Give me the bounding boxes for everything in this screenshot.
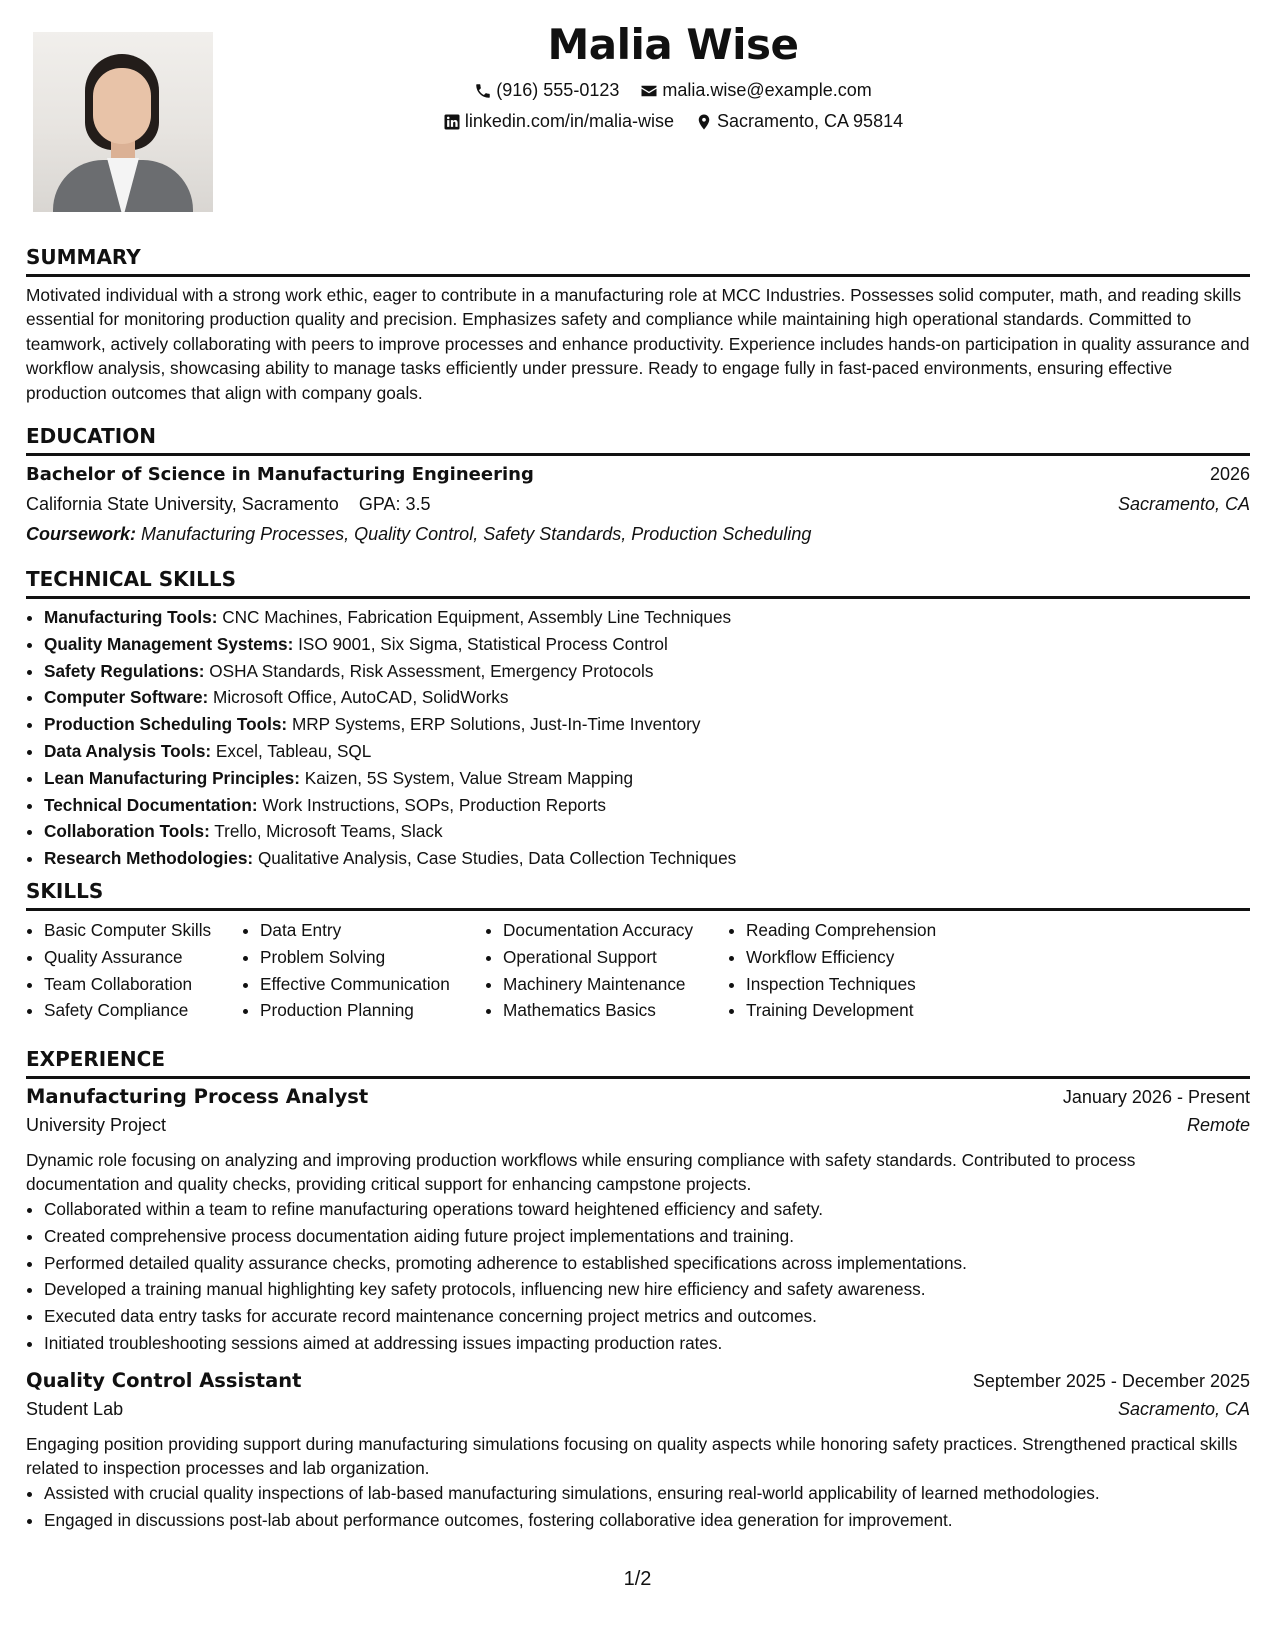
coursework-list: Manufacturing Processes, Quality Control, Safety Standards, Production Scheduling xyxy=(141,524,812,544)
skill-item: • Team Collaboration xyxy=(44,971,242,998)
technical-skill-item xyxy=(44,711,1250,738)
job-bullet: • Collaborated within a team to refine manufacturing operations toward heightened efficiency and safety. xyxy=(44,1196,1250,1223)
technical-skill-label: Technical Documentation: xyxy=(44,794,258,815)
coursework-label: Coursework: xyxy=(26,524,137,544)
technical-skill-label: Safety Regulations: xyxy=(44,660,205,681)
technical-skill-item xyxy=(44,738,1250,765)
technical-skill-item xyxy=(44,765,1250,792)
coursework xyxy=(26,524,1250,554)
job-entry xyxy=(26,1369,1250,1534)
contact-line-2 xyxy=(226,111,1120,136)
education-row-1 xyxy=(26,464,1250,494)
technical-skill-value: Kaizen, 5S System, Value Stream Mapping xyxy=(304,767,634,788)
skill-item: • Effective Communication xyxy=(260,971,485,998)
school-location: Sacramento, CA xyxy=(1117,494,1250,514)
job-bullets xyxy=(26,1480,1250,1534)
envelope-icon xyxy=(640,82,658,100)
technical-skill-label: Research Methodologies: xyxy=(44,848,254,869)
job-bullet: • Created comprehensive process documentation aiding future project implementations and training. xyxy=(44,1223,1250,1250)
skill-item: • Inspection Techniques xyxy=(746,971,971,998)
technical-skill-item xyxy=(44,631,1250,658)
job-header xyxy=(26,1369,1250,1399)
skills-column xyxy=(26,917,242,1024)
phone-icon xyxy=(474,82,492,100)
technical-skill-value: Qualitative Analysis, Case Studies, Data Collection Techniques xyxy=(257,848,737,869)
technical-skill-value: ISO 9001, Six Sigma, Statistical Process Control xyxy=(298,633,668,654)
skill-item: • Documentation Accuracy xyxy=(503,917,728,944)
job-entry xyxy=(26,1085,1250,1357)
skill-item: • Workflow Efficiency xyxy=(746,944,971,971)
skills-grid xyxy=(26,917,1250,1024)
skill-item: • Production Planning xyxy=(260,997,485,1024)
school-name: California State University, Sacramento xyxy=(26,494,339,514)
technical-skill-item xyxy=(44,658,1250,685)
technical-skill-value: Trello, Microsoft Teams, Slack xyxy=(214,821,443,842)
skill-item: • Quality Assurance xyxy=(44,944,242,971)
technical-skill-label: Data Analysis Tools: xyxy=(44,740,212,761)
skill-item: • Operational Support xyxy=(503,944,728,971)
technical-skill-item xyxy=(44,818,1250,845)
job-title: Manufacturing Process Analyst xyxy=(26,1085,369,1108)
skill-item: • Data Entry xyxy=(260,917,485,944)
skills-column xyxy=(728,917,971,1024)
technical-skills-heading: TECHNICAL SKILLS xyxy=(26,567,236,591)
phone-text: (916) 555-0123 xyxy=(496,80,620,100)
degree-title: Bachelor of Science in Manufacturing Engineering xyxy=(26,464,534,485)
technical-skill-value: Excel, Tableau, SQL xyxy=(215,740,372,761)
job-bullet: • Executed data entry tasks for accurate record maintenance concerning project metrics and outcomes. xyxy=(44,1303,1250,1330)
job-description: Dynamic role focusing on analyzing and improving production workflows while ensuring compliance with safety standards. Contributed to process documentation and quality checks, providing critical support for enhancing campstone projects. xyxy=(26,1150,1136,1194)
job-location: Remote xyxy=(1186,1115,1250,1135)
map-pin-icon xyxy=(695,113,713,131)
skills-column xyxy=(485,917,728,1024)
page-number: 1/2 xyxy=(623,1568,652,1590)
skill-item: • Mathematics Basics xyxy=(503,997,728,1024)
technical-skills-list xyxy=(26,604,1250,872)
job-organization: Student Lab xyxy=(26,1398,124,1419)
section-divider xyxy=(26,596,1250,599)
linkedin-icon xyxy=(443,113,461,131)
job-subheader xyxy=(26,1115,1250,1146)
job-bullet: • Assisted with crucial quality inspections of lab-based manufacturing simulations, ensuring real-world applicability of learned methodologies. xyxy=(44,1480,1250,1507)
contact-phone xyxy=(474,80,619,101)
job-dates: January 2026 - Present xyxy=(1062,1087,1250,1107)
technical-skill-item xyxy=(44,792,1250,819)
technical-skill-item xyxy=(44,604,1250,631)
skill-item: • Machinery Maintenance xyxy=(503,971,728,998)
section-divider xyxy=(26,274,1250,277)
job-header xyxy=(26,1085,1250,1115)
job-bullet: • Performed detailed quality assurance checks, promoting adherence to established specifications across implementations. xyxy=(44,1250,1250,1277)
job-title: Quality Control Assistant xyxy=(26,1368,302,1392)
education-row-2 xyxy=(26,494,1250,524)
summary-section xyxy=(26,243,1250,405)
experience-heading: EXPERIENCE xyxy=(26,1047,165,1071)
summary-heading: SUMMARY xyxy=(26,245,141,269)
job-bullet: • Developed a training manual highlighting key safety protocols, influencing new hire efficiency and safety awareness. xyxy=(44,1276,1250,1303)
skills-heading: SKILLS xyxy=(26,879,104,903)
technical-skill-label: Computer Software: xyxy=(44,687,209,708)
technical-skill-value: Work Instructions, SOPs, Production Reports xyxy=(262,794,606,815)
technical-skill-label: Quality Management Systems: xyxy=(44,633,294,654)
technical-skill-value: MRP Systems, ERP Solutions, Just-In-Time Inventory xyxy=(291,714,701,735)
job-description: Engaging position providing support during manufacturing simulations focusing on quality aspects while honoring safety practices. Strengthened practical skills related to inspection processes and lab organization. xyxy=(26,1433,1238,1478)
technical-skill-value: OSHA Standards, Risk Assessment, Emergency Protocols xyxy=(209,660,654,681)
skill-item: • Safety Compliance xyxy=(44,997,242,1024)
job-bullet: • Initiated troubleshooting sessions aimed at addressing issues impacting production rates. xyxy=(44,1330,1250,1357)
technical-skill-item xyxy=(44,684,1250,711)
contact-location xyxy=(695,111,903,132)
section-divider xyxy=(26,453,1250,456)
email-text: malia.wise@example.com xyxy=(662,80,872,100)
job-location: Sacramento, CA xyxy=(1117,1398,1250,1419)
experience-section xyxy=(26,1045,1250,1533)
resume-page xyxy=(26,0,1250,1650)
job-subheader xyxy=(26,1399,1250,1430)
technical-skills-section xyxy=(26,565,1250,872)
technical-skill-value: CNC Machines, Fabrication Equipment, Assembly Line Techniques xyxy=(222,607,732,627)
location-text: Sacramento, CA 95814 xyxy=(716,111,904,131)
technical-skill-item xyxy=(44,845,1250,872)
graduation-year: 2026 xyxy=(1209,464,1250,484)
technical-skill-label: Manufacturing Tools: xyxy=(44,607,218,627)
education-heading: EDUCATION xyxy=(26,424,156,448)
technical-skill-label: Collaboration Tools: xyxy=(44,821,210,842)
profile-photo xyxy=(33,32,213,212)
technical-skill-value: Microsoft Office, AutoCAD, SolidWorks xyxy=(213,687,509,708)
job-dates: September 2025 - December 2025 xyxy=(972,1370,1250,1391)
section-divider xyxy=(26,908,1250,911)
summary-text: Motivated individual with a strong work ethic, eager to contribute in a manufacturing role at MCC Industries. Possesses solid computer, math, and reading skills essential for monitoring production quality and precision. Emphasizes safety and compliance while maintaining high operational standards. Committed to teamwork, actively collaborating with peers to improve processes and enhance productivity. Experience includes hands-on participation in quality assurance and workflow analysis, showcasing ability to manage tasks efficiently under pressure. Ready to engage fully in fast-paced environments, ensuring effective production outcomes that align with company goals. xyxy=(26,285,1250,403)
skill-item: • Training Development xyxy=(746,997,971,1024)
education-section xyxy=(26,422,1250,554)
skills-column xyxy=(242,917,485,1024)
skill-item: • Basic Computer Skills xyxy=(44,917,242,944)
technical-skill-label: Production Scheduling Tools: xyxy=(44,714,288,735)
job-bullets xyxy=(26,1196,1250,1357)
section-divider xyxy=(26,1076,1250,1079)
skill-item: • Reading Comprehension xyxy=(746,917,971,944)
contact-linkedin[interactable] xyxy=(443,111,674,132)
skill-item: • Problem Solving xyxy=(260,944,485,971)
school-info xyxy=(26,494,431,515)
technical-skill-label: Lean Manufacturing Principles: xyxy=(44,767,300,788)
candidate-name: Malia Wise xyxy=(547,20,799,69)
experience-jobs xyxy=(26,1085,1250,1533)
job-organization: University Project xyxy=(26,1115,167,1135)
gpa: GPA: 3.5 xyxy=(358,494,431,514)
linkedin-text: linkedin.com/in/malia-wise xyxy=(464,111,674,131)
job-bullet: • Engaged in discussions post-lab about performance outcomes, fostering collaborative idea generation for improvement. xyxy=(44,1507,1250,1534)
contact-email[interactable] xyxy=(640,80,871,101)
skills-section xyxy=(26,877,1250,1024)
contact-line-1 xyxy=(226,80,1120,105)
